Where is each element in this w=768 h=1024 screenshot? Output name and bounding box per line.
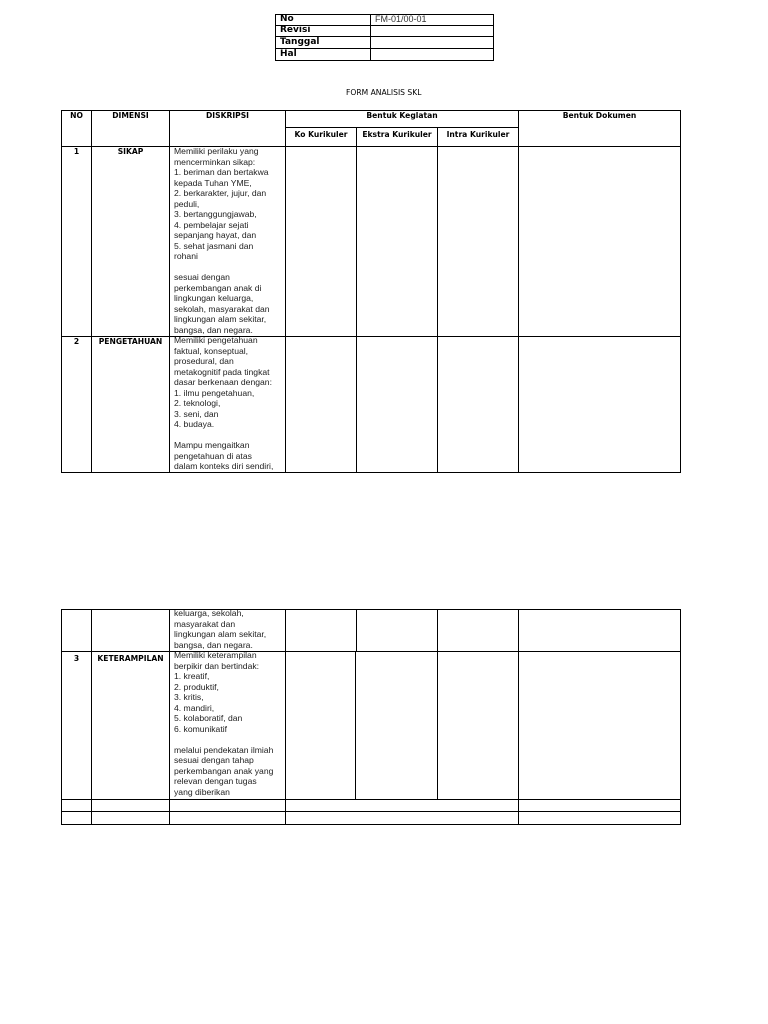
row-no: 3 [73,654,80,663]
row-no: 2 [73,337,80,346]
cell-dokumen[interactable] [518,651,681,800]
header-diskripsi: DISKRIPSI [205,111,249,120]
row-dimensi: SIKAP [117,147,144,156]
row-dimensi: KETERAMPILAN [97,654,164,663]
meta-label-hal: Hal [280,49,297,59]
row-no: 1 [73,147,80,156]
header-dimensi: DIMENSI [112,111,149,120]
form-title: FORM ANALISIS SKL [346,88,422,97]
cell-kegiatan[interactable] [285,811,519,825]
row-diskripsi: keluarga, sekolah, masyarakat dan lingkungan alam sekitar, bangsa, dan negara. [174,608,267,650]
header-bentuk-dokumen: Bentuk Dokumen [562,111,637,120]
cell-intra[interactable] [437,609,519,652]
cell-ekstra[interactable] [356,146,438,337]
meta-label-no: No [280,14,294,24]
cell-ekstra[interactable] [356,336,438,473]
cell-ko[interactable] [285,336,357,473]
cell-intra[interactable] [437,336,519,473]
row-diskripsi: Memiliki perilaku yang mencerminkan sikap: 1. beriman dan bertakwa kepada Tuhan YME, 2. berkarakter, jujur, dan peduli, 3. bertanggungjawab, 4. pembelajar sejati sepanjang hayat, dan 5. sehat jasmani dan rohani sesuai dengan perkembangan anak di lingkungan keluarga, sekolah, masyarakat dan lingkungan alam sekitar, bangsa, dan negara. [174,146,270,335]
cell-intra[interactable] [437,146,519,337]
row-diskripsi: Memiliki keterampilan berpikir dan bertindak: 1. kreatif, 2. produktif, 3. kritis, 4. mandiri, 5. kolaboratif, dan 6. komunikatif melalui pendekatan ilmiah sesuai dengan tahap perkembangan anak yang relevan dengan tugas yang diberikan [174,650,274,797]
cell-ko[interactable] [285,651,356,800]
meta-label-revisi: Revisi [280,25,311,35]
cell-dokumen[interactable] [518,336,681,473]
header-ekstra-kurikuler: Ekstra Kurikuler [362,130,432,139]
cell-ekstra[interactable] [356,609,438,652]
cell-ekstra[interactable] [355,651,438,800]
cell-dokumen[interactable] [518,609,681,652]
cell-dokumen[interactable] [518,811,681,825]
meta-value-no: FM-01/00-01 [375,14,427,24]
header-bentuk-kegiatan: Bentuk Keglatan [366,111,438,120]
row-diskripsi: Memiliki pengetahuan faktual, konseptual, prosedural, dan metakognitif pada tingkat dasar berkenaan dengan: 1. ilmu pengetahuan, 2. teknologi, 3. seni, dan 4. budaya. Mampu mengaitkan pengetahuan di atas dalam konteks diri sendiri, [174,335,274,471]
header-intra-kurikuler: Intra Kurikuler [446,130,510,139]
cell-intra[interactable] [437,651,519,800]
header-no: NO [70,111,83,120]
row-dimensi: PENGETAHUAN [98,337,163,346]
cell-ko[interactable] [285,609,357,652]
cell-ko[interactable] [285,146,357,337]
cell-dokumen[interactable] [518,146,681,337]
meta-label-tanggal: Tanggal [280,37,320,47]
header-ko-kurikuler: Ko Kurikuler [294,130,348,139]
